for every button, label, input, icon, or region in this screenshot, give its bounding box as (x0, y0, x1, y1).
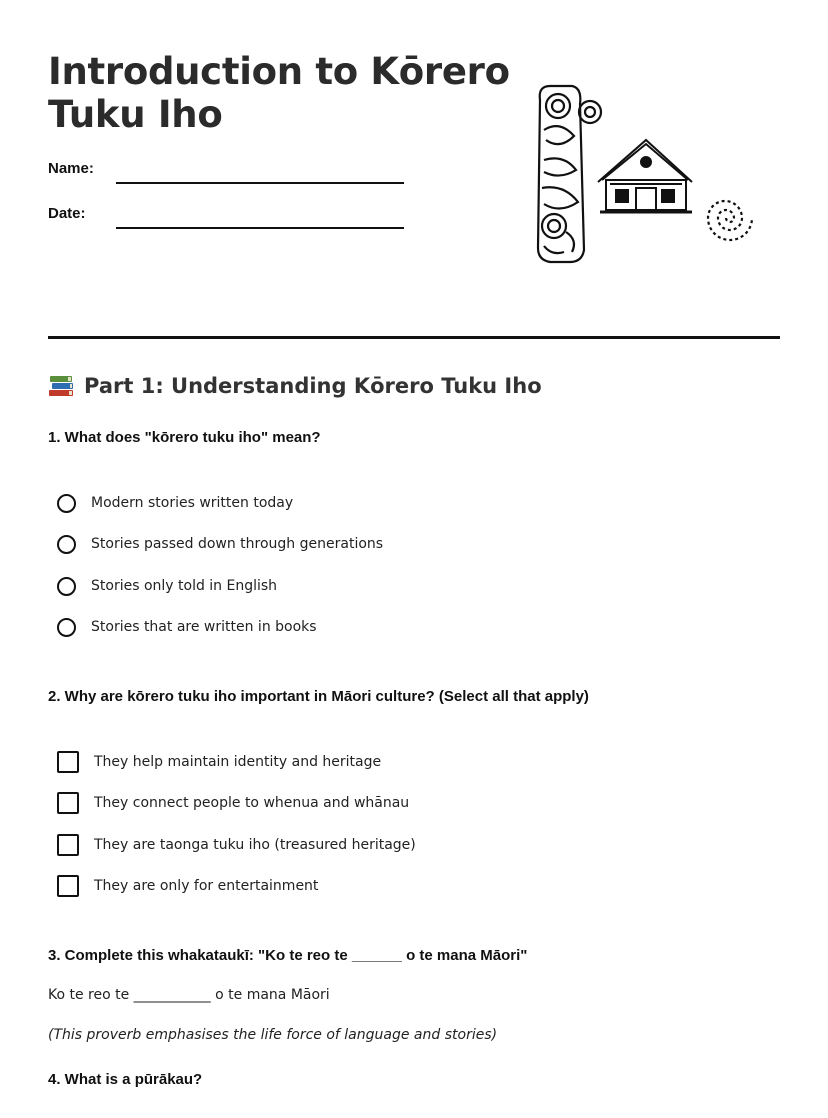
wharenui-icon (598, 140, 692, 212)
radio-button[interactable] (57, 577, 76, 596)
checkbox[interactable] (57, 792, 79, 814)
q3-answer-line[interactable]: Ko te reo te ___________ o te mana Māori (48, 987, 330, 1003)
option-label: Stories that are written in books (91, 619, 317, 635)
date-field[interactable] (48, 205, 408, 241)
name-blank-line[interactable] (116, 182, 404, 184)
q1-option-3[interactable] (57, 573, 277, 599)
option-label: They are taonga tuku iho (treasured heritage) (94, 837, 416, 853)
checkbox[interactable] (57, 751, 79, 773)
option-label: Stories only told in English (91, 578, 278, 594)
option-label: They help maintain identity and heritage (94, 754, 382, 770)
q1-option-4[interactable] (57, 614, 317, 640)
koru-spiral-icon (708, 201, 752, 240)
question-4: 4. What is a pūrākau? (48, 1071, 203, 1088)
books-icon (48, 374, 75, 398)
date-blank-line[interactable] (116, 227, 404, 229)
q2-option-4[interactable] (57, 873, 318, 899)
page-title-line-2: Tuku Iho (48, 93, 223, 136)
option-label: Stories passed down through generations (91, 536, 384, 552)
name-label: Name: (48, 160, 94, 177)
carved-pou-icon (538, 86, 601, 262)
question-2: 2. Why are kōrero tuku iho important in Māori culture? (Select all that apply) (48, 688, 589, 705)
page-title-line-1: Introduction to Kōrero (48, 50, 510, 93)
option-label: They are only for entertainment (94, 878, 319, 894)
maori-illustration (530, 80, 765, 270)
part-1-heading (48, 374, 542, 398)
radio-button[interactable] (57, 494, 76, 513)
q1-option-1[interactable] (57, 490, 293, 516)
q3-note: (This proverb emphasises the life force of language and stories) (48, 1027, 498, 1043)
q2-option-3[interactable] (57, 832, 416, 858)
name-field[interactable] (48, 160, 408, 196)
option-label: Modern stories written today (91, 495, 294, 511)
section-divider (48, 336, 780, 339)
checkbox[interactable] (57, 834, 79, 856)
q1-option-2[interactable] (57, 531, 383, 557)
radio-button[interactable] (57, 535, 76, 554)
date-label: Date: (48, 205, 86, 222)
question-1: 1. What does "kōrero tuku iho" mean? (48, 429, 321, 446)
q2-option-1[interactable] (57, 749, 381, 775)
radio-button[interactable] (57, 618, 76, 637)
page-title (48, 50, 510, 136)
checkbox[interactable] (57, 875, 79, 897)
part-1-heading-text: Part 1: Understanding Kōrero Tuku Iho (84, 374, 542, 398)
question-3: 3. Complete this whakataukī: "Ko te reo te ______ o te mana Māori" (48, 947, 528, 964)
option-label: They connect people to whenua and whānau (94, 795, 410, 811)
q2-option-2[interactable] (57, 790, 409, 816)
